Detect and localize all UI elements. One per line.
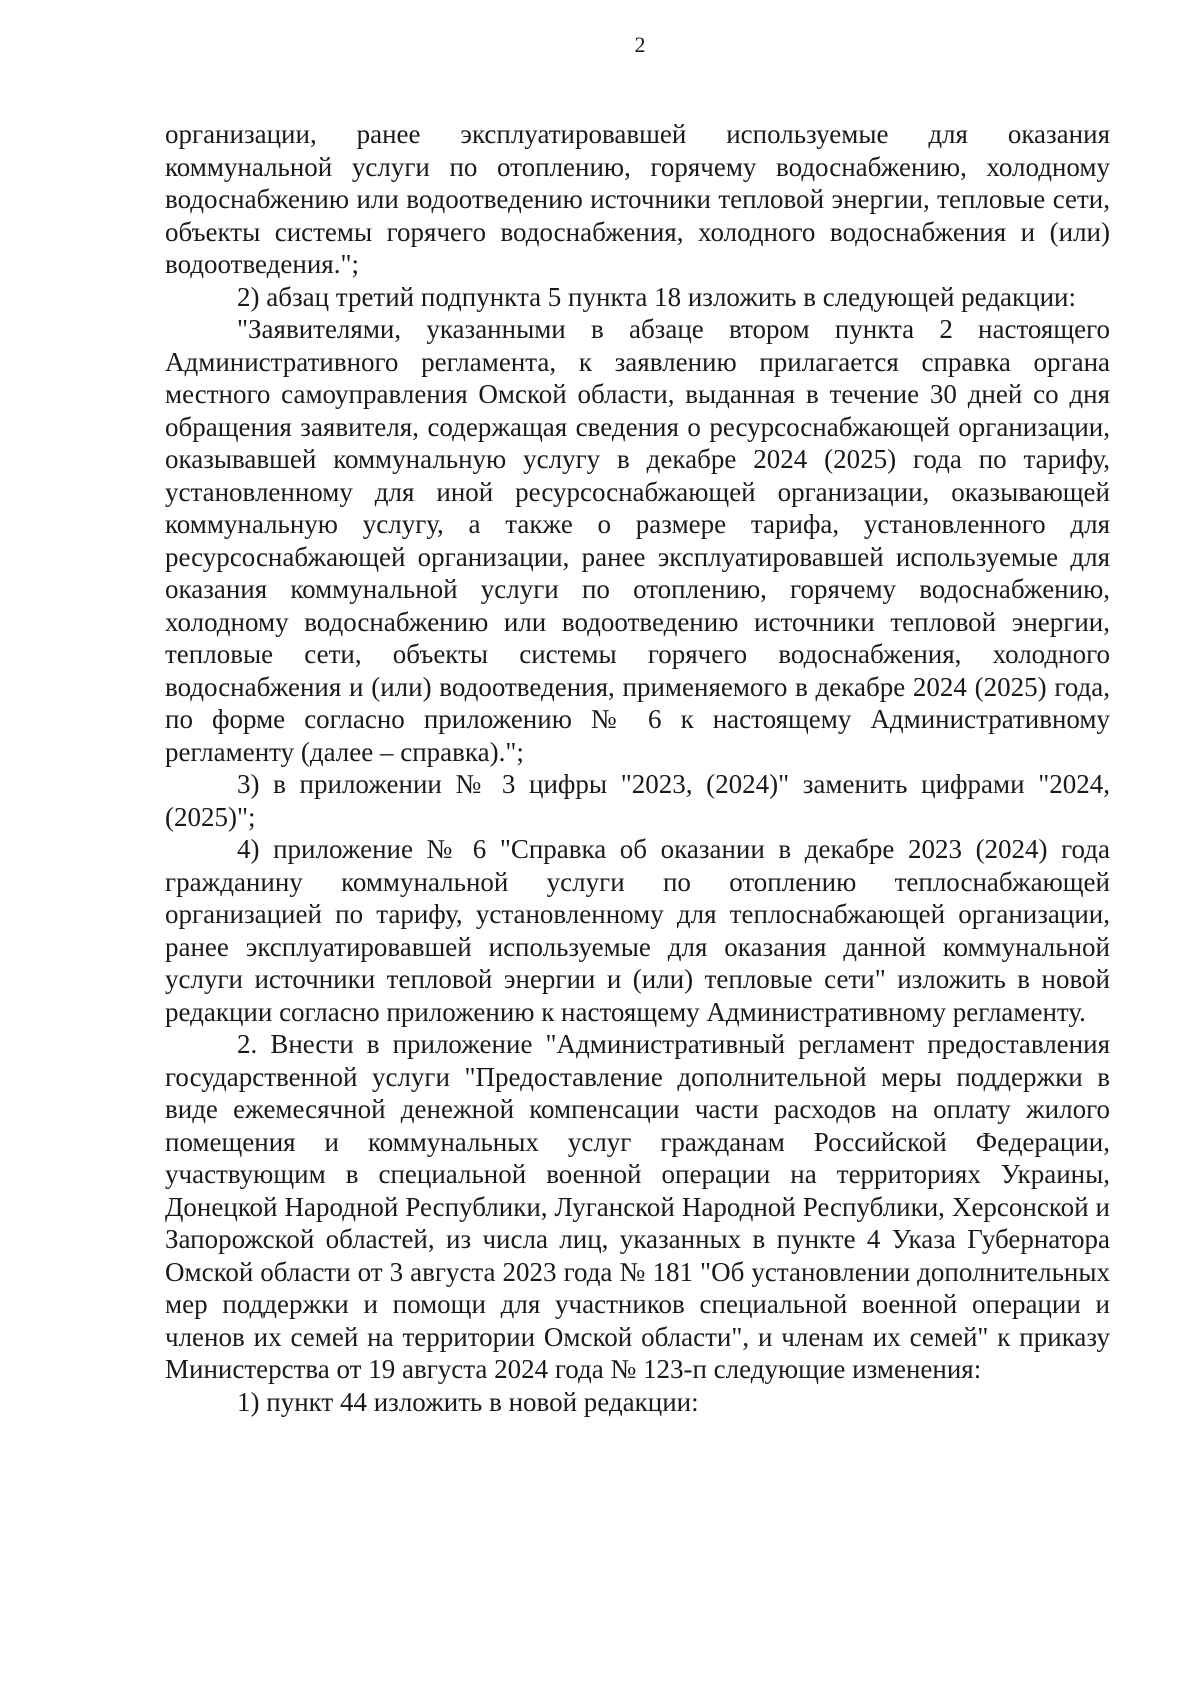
paragraph-quote-applicants: "Заявителями, указанными в абзаце втором пункта 2 настоящего Административного регламента, к заявлению прилагается справка органа местного самоуправления Омской области, выданная в течение 30 дней со дня обращения заявителя, содержащая сведения о ресурсоснабжающей организации, оказывавшей коммунальную услугу в декабре 2024 (2025) года по тарифу, установленному для иной ресурсоснабжающей организации, оказывающей коммунальную услугу, а также о размере тарифа, установленного для ресурсоснабжающей организации, ранее эксплуатировавшей используемые для оказания коммунальной услуги по отоплению, горячему водоснабжению, холодному водоснабжению или водоотведению источники тепловой энергии, тепловые сети, объекты системы горячего водоснабжения, холодного водоснабжения и (или) водоотведения, применяемого в декабре 2024 (2025) года, по форме согласно приложению № 6 к настоящему Административному регламенту (далее – справка)."; [165,314,1110,767]
page-number: 2 [634,32,646,57]
document-body [165,118,1110,1418]
paragraph-continuation: организации, ранее эксплуатировавшей используемые для оказания коммунальной услуги по отоплению, горячему водоснабжению, холодному водоснабжению или водоотведению источники тепловой энергии, тепловые сети, объекты системы горячего водоснабжения, холодного водоснабжения и (или) водоотведения."; [165,119,1110,279]
paragraph-section-2: 2. Внести в приложение "Административный регламент предоставления государственной услуги "Предоставление дополнительной меры поддержки в виде ежемесячной денежной компенсации части расходов на оплату жилого помещения и коммунальных услуг гражданам Российской Федерации, участвующим в специальной военной операции на территориях Украины, Донецкой Народной Республики, Луганской Народной Республики, Херсонской и Запорожской областей, из числа лиц, указанных в пункте 4 Указа Губернатора Омской области от 3 августа 2023 года № 181 "Об установлении дополнительных мер поддержки и помощи для участников специальной военной операции и членов их семей на территории Омской области", и членам их семей" к приказу Министерства от 19 августа 2024 года № 123-п следующие изменения: [165,1029,1110,1384]
paragraph-item-3: 3) в приложении № 3 цифры "2023, (2024)" заменить цифрами "2024, (2025)"; [165,769,1110,832]
paragraph-item-2: 2) абзац третий подпункта 5 пункта 18 изложить в следующей редакции: [237,281,1076,312]
paragraph-item-4: 4) приложение № 6 "Справка об оказании в декабре 2023 (2024) года гражданину коммунальной услуги по отоплению теплоснабжающей организацией по тарифу, установленному для теплоснабжающей организации, ранее эксплуатировавшей используемые для оказания данной коммунальной услуги источники тепловой энергии и (или) тепловые сети" изложить в новой редакции согласно приложению к настоящему Административному регламенту. [165,834,1110,1027]
paragraph-item-1-point-44: 1) пункт 44 изложить в новой редакции: [237,1386,699,1417]
